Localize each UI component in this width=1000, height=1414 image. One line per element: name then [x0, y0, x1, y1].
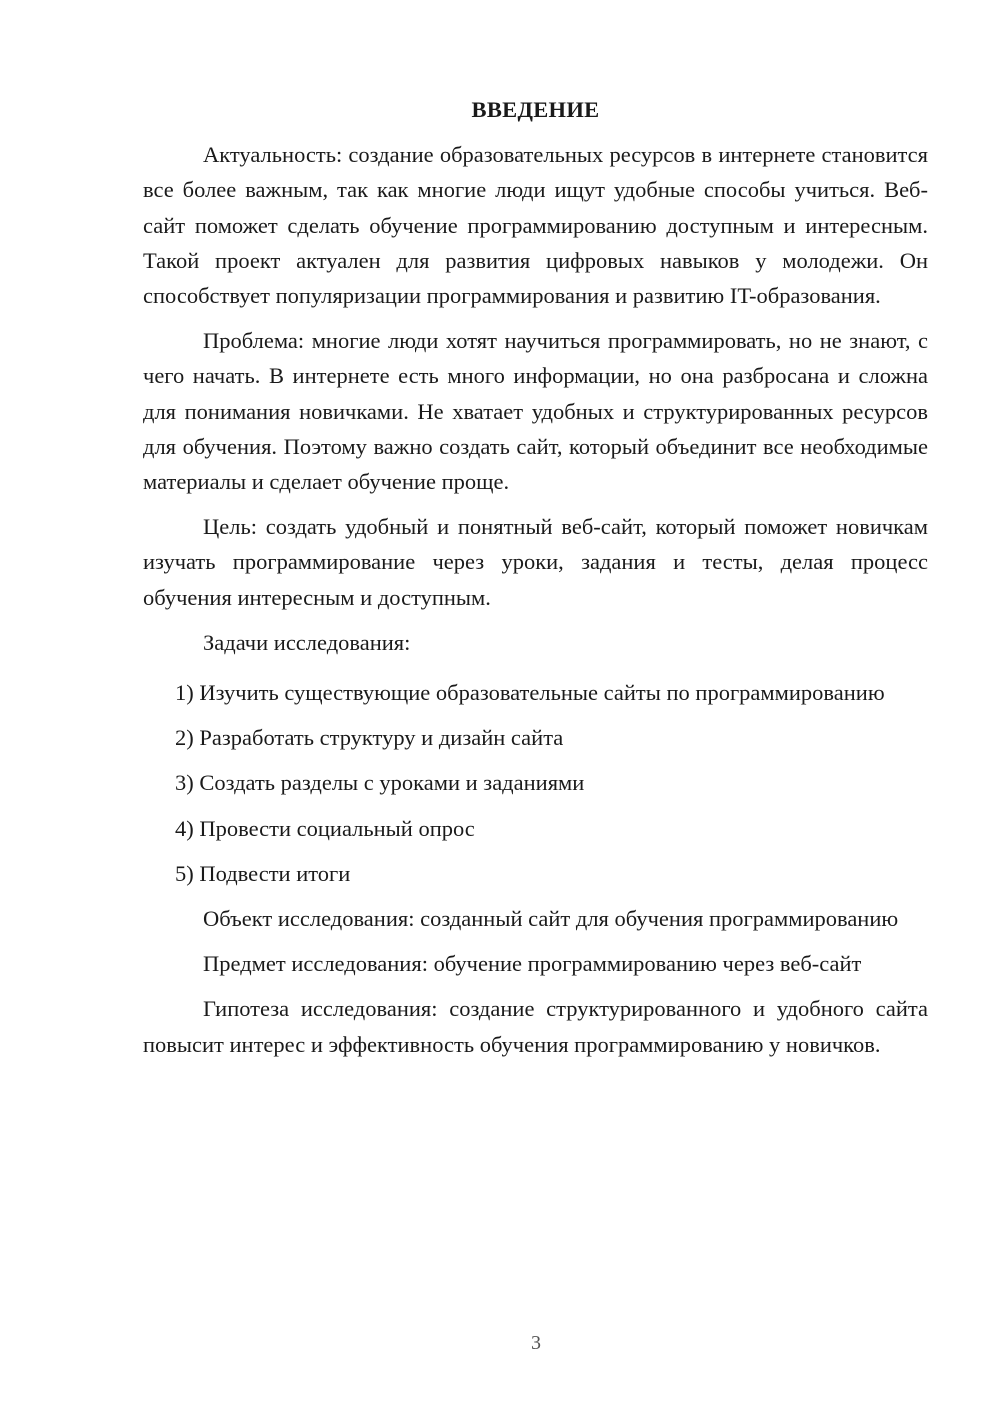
page-number: 3 — [531, 1332, 541, 1354]
tasks-heading: Задачи исследования: — [203, 629, 411, 655]
tasks-list — [143, 675, 928, 891]
goal-paragraph: Цель: создать удобный и понятный веб-сайт, который поможет новичкам изучать программирование через уроки, задания и тесты, делая процесс обучения интересным и доступным. — [143, 514, 928, 610]
task-item-1: 1) Изучить существующие образовательные сайты по программированию — [175, 680, 885, 706]
relevance-paragraph: Актуальность: создание образовательных ресурсов в интернете становится все более важным, так как многие люди ищут удобные способы учиться. Веб-сайт поможет сделать обучение программированию доступным и интересным. Такой проект актуален для развития цифровых навыков у молодежи. Он способствует популяризации программирования и развитию IT-образования. — [143, 142, 928, 309]
document-page — [143, 92, 928, 1072]
object-paragraph: Объект исследования: созданный сайт для обучения программированию — [203, 906, 899, 932]
page-title: ВВЕДЕНИЕ — [471, 97, 600, 122]
task-item-4: 4) Провести социальный опрос — [175, 815, 475, 841]
task-item-3: 3) Создать разделы с уроками и заданиями — [175, 770, 585, 796]
problem-paragraph: Проблема: многие люди хотят научиться программировать, но не знают, с чего начать. В интернете есть много информации, но она разбросана и сложна для понимания новичками. Не хватает удобных и структурированных ресурсов для обучения. Поэтому важно создать сайт, который объединит все необходимые материалы и сделает обучение проще. — [143, 328, 928, 495]
hypothesis-paragraph: Гипотеза исследования: создание структурированного и удобного сайта повысит интерес и эффективность обучения программированию у новичков. — [143, 996, 928, 1057]
subject-paragraph: Предмет исследования: обучение программированию через веб-сайт — [203, 951, 862, 977]
task-item-5: 5) Подвести итоги — [175, 860, 351, 886]
task-item-2: 2) Разработать структуру и дизайн сайта — [175, 725, 564, 751]
